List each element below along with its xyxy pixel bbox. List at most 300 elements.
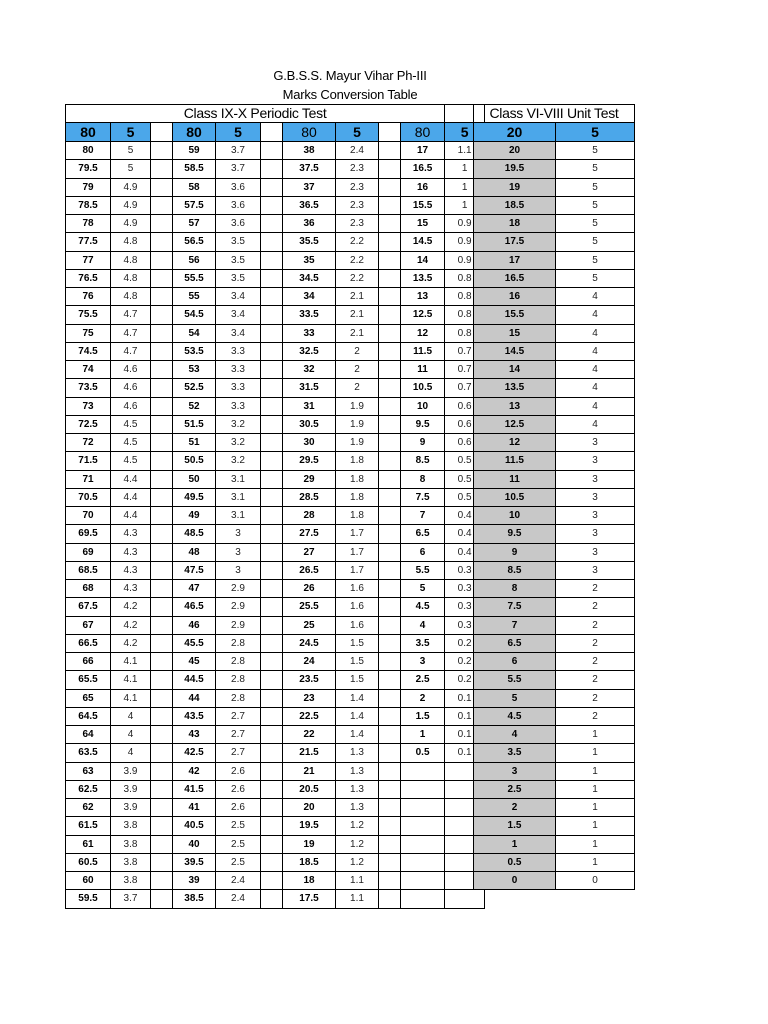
table-row [66,543,485,561]
gap-cell [151,196,173,214]
converted-cell: 2 [556,707,635,725]
converted-cell: 4.8 [111,269,151,287]
gap-cell [379,233,401,251]
marks-cell: 27 [283,543,336,561]
table-row [66,507,485,525]
marks-cell: 2.5 [474,780,556,798]
table-row [474,324,635,342]
marks-cell: 21.5 [283,744,336,762]
gap-cell [261,361,283,379]
marks-cell: 26.5 [283,561,336,579]
converted-cell: 2 [556,634,635,652]
converted-cell: 2.3 [336,196,379,214]
converted-cell: 0.1 [445,689,485,707]
converted-cell: 0.2 [445,671,485,689]
marks-cell: 59.5 [66,890,111,908]
gap-cell [379,634,401,652]
gap-cell [261,707,283,725]
gap-cell [151,799,173,817]
gap-cell [151,726,173,744]
gap-cell [379,707,401,725]
gap-cell [151,123,173,142]
gap-cell [261,288,283,306]
table-row [66,835,485,853]
gap-cell [379,397,401,415]
marks-cell: 19.5 [283,817,336,835]
gap-cell [379,434,401,452]
converted-cell: 2.6 [216,799,261,817]
marks-cell: 60.5 [66,853,111,871]
marks-cell: 13.5 [401,269,445,287]
marks-cell: 11 [401,361,445,379]
marks-cell: 66.5 [66,634,111,652]
gap-cell [151,397,173,415]
gap-cell [379,598,401,616]
table-row [66,178,485,196]
marks-cell: 49.5 [173,488,216,506]
table-row [474,780,635,798]
converted-cell: 4.1 [111,671,151,689]
converted-cell: 1 [556,853,635,871]
gap-cell [151,616,173,634]
marks-cell: 5.5 [401,561,445,579]
marks-cell: 5.5 [474,671,556,689]
marks-cell: 23.5 [283,671,336,689]
converted-cell: 4.8 [111,233,151,251]
converted-cell: 3 [216,543,261,561]
gap-cell [261,251,283,269]
gap-cell [261,561,283,579]
converted-cell: 3.2 [216,434,261,452]
marks-cell: 39 [173,872,216,890]
marks-cell: 55.5 [173,269,216,287]
marks-cell: 68 [66,580,111,598]
converted-cell: 1 [556,744,635,762]
marks-cell: 1 [474,835,556,853]
gap-cell [261,762,283,780]
converted-cell: 1.4 [336,707,379,725]
marks-cell: 56 [173,251,216,269]
table-row [66,744,485,762]
scale-header-cell: 80 [401,123,445,142]
marks-cell: 1.5 [474,817,556,835]
scale-header-cell: 5 [445,123,485,142]
table-row [66,342,485,360]
marks-cell: 77 [66,251,111,269]
converted-cell: 0.8 [445,324,485,342]
marks-cell: 61 [66,835,111,853]
table-row [474,269,635,287]
converted-cell: 5 [111,160,151,178]
marks-cell: 14.5 [401,233,445,251]
converted-cell: 2.8 [216,689,261,707]
marks-cell: 72 [66,434,111,452]
gap-cell [151,543,173,561]
gap-cell [151,890,173,908]
marks-cell: 78.5 [66,196,111,214]
gap-cell [261,142,283,160]
gap-cell [151,288,173,306]
gap-cell [379,251,401,269]
gap-cell [379,580,401,598]
gap-cell [261,306,283,324]
marks-cell: 16.5 [401,160,445,178]
marks-cell: 9.5 [401,415,445,433]
converted-cell: 2.9 [216,580,261,598]
marks-cell: 47 [173,580,216,598]
marks-cell: 20 [474,142,556,160]
table-row [66,872,485,890]
marks-cell: 18 [283,872,336,890]
converted-cell: 0.1 [445,744,485,762]
converted-cell: 4.8 [111,251,151,269]
marks-cell: 7.5 [401,488,445,506]
periodic-test-heading: Class IX-X Periodic Test [66,105,445,123]
converted-cell: 0.9 [445,233,485,251]
gap-cell [379,762,401,780]
marks-cell: 12.5 [401,306,445,324]
converted-cell: 2 [556,671,635,689]
scale-header-cell: 80 [66,123,111,142]
converted-cell: 3.7 [216,142,261,160]
gap-cell [379,616,401,634]
marks-cell: 63 [66,762,111,780]
converted-cell: 2.2 [336,233,379,251]
marks-cell: 31.5 [283,379,336,397]
gap-cell [151,689,173,707]
marks-cell: 0.5 [401,744,445,762]
converted-cell: 0.3 [445,598,485,616]
marks-cell: 47.5 [173,561,216,579]
converted-cell: 0.8 [445,288,485,306]
marks-cell: 41 [173,799,216,817]
table-row [66,598,485,616]
converted-cell: 4 [111,744,151,762]
gap-cell [379,452,401,470]
table-row [66,817,485,835]
gap-cell [151,361,173,379]
converted-cell: 0.1 [445,726,485,744]
table-row [474,598,635,616]
marks-cell: 67.5 [66,598,111,616]
marks-cell: 62 [66,799,111,817]
table-row [66,616,485,634]
marks-cell: 37.5 [283,160,336,178]
converted-cell: 3.8 [111,853,151,871]
marks-cell [401,817,445,835]
gap-cell [261,835,283,853]
gap-cell [151,178,173,196]
marks-cell: 69 [66,543,111,561]
table-row [66,653,485,671]
gap-cell [379,160,401,178]
marks-cell: 13 [474,397,556,415]
marks-cell: 22 [283,726,336,744]
marks-cell: 79 [66,178,111,196]
converted-cell: 2.6 [216,780,261,798]
table-row [474,215,635,233]
marks-cell: 30.5 [283,415,336,433]
marks-cell: 57.5 [173,196,216,214]
converted-cell: 4.4 [111,488,151,506]
marks-cell: 42.5 [173,744,216,762]
table-row [474,361,635,379]
table-row [66,306,485,324]
gap-cell [151,525,173,543]
converted-cell: 4.4 [111,507,151,525]
marks-cell: 16.5 [474,269,556,287]
gap-cell [151,580,173,598]
converted-cell: 4 [556,361,635,379]
gap-cell [379,142,401,160]
marks-cell: 42 [173,762,216,780]
gap-cell [261,324,283,342]
gap-cell [379,507,401,525]
gap-cell [151,324,173,342]
table-row [66,415,485,433]
table-row [66,707,485,725]
converted-cell: 3.9 [111,799,151,817]
converted-cell: 5 [556,142,635,160]
marks-cell: 18.5 [283,853,336,871]
marks-cell: 65 [66,689,111,707]
converted-cell: 2.4 [216,872,261,890]
marks-cell: 71.5 [66,452,111,470]
marks-cell: 28 [283,507,336,525]
converted-cell: 3.3 [216,397,261,415]
gap-cell [261,160,283,178]
converted-cell: 3 [556,543,635,561]
converted-cell: 2 [556,653,635,671]
periodic-scale-row [66,123,485,142]
marks-cell: 10 [474,507,556,525]
marks-cell: 45 [173,653,216,671]
gap-cell [261,744,283,762]
marks-cell: 8 [474,580,556,598]
marks-cell: 62.5 [66,780,111,798]
converted-cell: 2.8 [216,671,261,689]
marks-cell: 8 [401,470,445,488]
marks-cell: 8.5 [474,561,556,579]
converted-cell: 1.6 [336,580,379,598]
converted-cell: 4.3 [111,580,151,598]
gap-cell [379,817,401,835]
table-row [474,835,635,853]
gap-cell [379,178,401,196]
gap-cell [261,853,283,871]
marks-cell: 13.5 [474,379,556,397]
marks-cell: 21 [283,762,336,780]
table-row [474,306,635,324]
gap-cell [261,379,283,397]
table-row [66,488,485,506]
gap-cell [261,872,283,890]
converted-cell: 4.9 [111,178,151,196]
converted-cell: 3.6 [216,196,261,214]
gap-cell [151,835,173,853]
gap-cell [151,598,173,616]
gap-cell [379,726,401,744]
periodic-test-table [65,104,485,909]
converted-cell: 4 [556,379,635,397]
converted-cell: 1.9 [336,434,379,452]
converted-cell: 3.8 [111,835,151,853]
table-row [66,233,485,251]
marks-cell: 67 [66,616,111,634]
marks-cell: 52 [173,397,216,415]
unit-heading-row [474,105,635,123]
converted-cell: 0 [556,872,635,890]
converted-cell: 3.2 [216,452,261,470]
gap-cell [261,799,283,817]
gap-cell [261,671,283,689]
converted-cell: 3.4 [216,306,261,324]
converted-cell: 3.1 [216,488,261,506]
marks-cell: 37 [283,178,336,196]
marks-cell: 59 [173,142,216,160]
marks-cell: 0.5 [474,853,556,871]
converted-cell: 5 [556,269,635,287]
marks-cell: 33 [283,324,336,342]
marks-cell: 77.5 [66,233,111,251]
marks-cell: 76.5 [66,269,111,287]
marks-cell: 23 [283,689,336,707]
page-title: G.B.S.S. Mayur Vihar Ph-III [273,68,427,83]
converted-cell: 1.3 [336,744,379,762]
table-row [474,744,635,762]
marks-cell: 34.5 [283,269,336,287]
converted-cell: 3 [556,507,635,525]
converted-cell: 5 [111,142,151,160]
converted-cell: 1.1 [336,890,379,908]
converted-cell: 1.8 [336,452,379,470]
marks-cell [401,853,445,871]
gap-cell [261,543,283,561]
converted-cell: 0.2 [445,653,485,671]
marks-cell: 78 [66,215,111,233]
gap-cell [261,726,283,744]
marks-cell: 12 [474,434,556,452]
table-row [474,397,635,415]
gap-cell [151,507,173,525]
converted-cell: 3.8 [111,817,151,835]
gap-cell [261,689,283,707]
converted-cell: 3 [556,434,635,452]
marks-cell: 2 [474,799,556,817]
marks-cell [401,835,445,853]
gap-cell [151,269,173,287]
scale-header-cell: 80 [173,123,216,142]
marks-cell: 18.5 [474,196,556,214]
marks-cell: 18 [474,215,556,233]
converted-cell: 1.2 [336,853,379,871]
marks-cell: 17.5 [283,890,336,908]
converted-cell: 2.8 [216,634,261,652]
table-row [474,415,635,433]
marks-cell: 61.5 [66,817,111,835]
marks-cell: 43.5 [173,707,216,725]
table-row [474,543,635,561]
converted-cell: 2 [336,342,379,360]
marks-cell [401,762,445,780]
gap-cell [379,215,401,233]
gap-cell [261,196,283,214]
converted-cell: 3 [556,470,635,488]
table-row [66,397,485,415]
marks-cell: 7 [474,616,556,634]
converted-cell: 4.6 [111,397,151,415]
table-row [474,525,635,543]
gap-cell [379,890,401,908]
marks-cell: 7 [401,507,445,525]
gap-cell [261,634,283,652]
gap-cell [151,434,173,452]
gap-cell [379,324,401,342]
converted-cell: 4 [556,324,635,342]
marks-cell: 58 [173,178,216,196]
table-row [474,671,635,689]
converted-cell: 4.7 [111,306,151,324]
converted-cell: 1.9 [336,397,379,415]
marks-cell: 35.5 [283,233,336,251]
converted-cell: 1.5 [336,653,379,671]
table-row [66,890,485,908]
marks-cell: 4.5 [401,598,445,616]
gap-cell [151,251,173,269]
marks-cell: 53.5 [173,342,216,360]
table-row [474,872,635,890]
converted-cell: 2.4 [216,890,261,908]
gap-cell [261,817,283,835]
gap-cell [261,269,283,287]
table-row [66,288,485,306]
table-row [66,379,485,397]
table-row [66,689,485,707]
marks-cell: 24.5 [283,634,336,652]
scale-header-cell: 80 [283,123,336,142]
marks-cell: 54 [173,324,216,342]
marks-cell: 17.5 [474,233,556,251]
converted-cell: 1.2 [336,817,379,835]
marks-cell: 36.5 [283,196,336,214]
marks-cell: 44 [173,689,216,707]
converted-cell: 4 [556,397,635,415]
converted-cell: 1.3 [336,780,379,798]
marks-cell: 41.5 [173,780,216,798]
converted-cell: 3.3 [216,342,261,360]
converted-cell: 3.5 [216,269,261,287]
converted-cell: 4.5 [111,452,151,470]
gap-cell [151,707,173,725]
converted-cell: 2.2 [336,251,379,269]
converted-cell: 3.3 [216,361,261,379]
converted-cell [445,890,485,908]
converted-cell: 4.2 [111,598,151,616]
converted-cell: 4.5 [111,415,151,433]
gap-cell [261,415,283,433]
converted-cell: 4 [111,726,151,744]
converted-cell: 1.8 [336,470,379,488]
converted-cell: 4.8 [111,288,151,306]
marks-cell: 64 [66,726,111,744]
gap-cell [151,342,173,360]
periodic-heading-row [66,105,485,123]
gap-cell [261,598,283,616]
table-row [66,361,485,379]
marks-cell: 27.5 [283,525,336,543]
gap-cell [261,890,283,908]
converted-cell: 2.9 [216,616,261,634]
